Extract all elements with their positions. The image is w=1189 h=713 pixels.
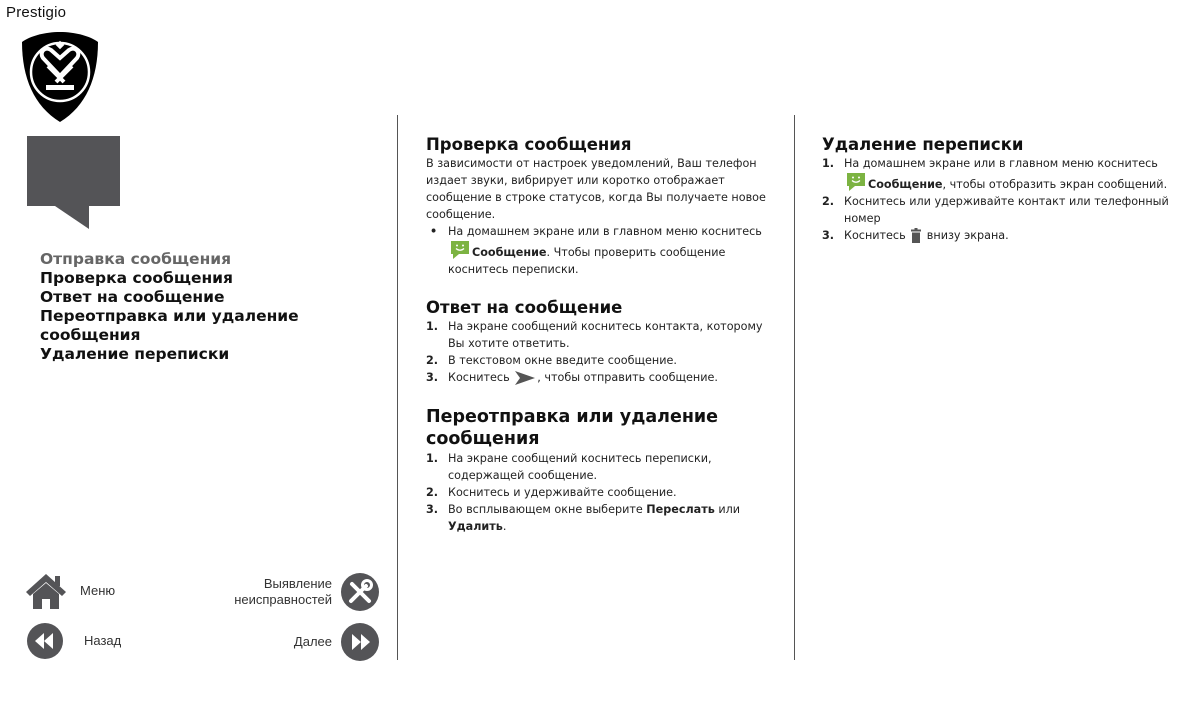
section-resend-delete — [426, 406, 771, 535]
step-text: Коснитесь и удерживайте сообщение. — [448, 486, 677, 499]
menu-button[interactable] — [26, 572, 115, 610]
step-text: В текстовом окне введите сообщение. — [448, 354, 677, 367]
list-item — [426, 352, 771, 369]
step-text: Коснитесь — [448, 371, 510, 384]
section-title: Переотправка или удаление сообщения — [426, 407, 719, 449]
toc-item-check-message[interactable]: Проверка сообщения — [40, 269, 233, 287]
list-item — [426, 318, 771, 352]
step-number: 2. — [426, 354, 439, 367]
section-title: Проверка сообщения — [426, 135, 632, 154]
step-bold-text: Сообщение — [868, 178, 943, 191]
list-item — [426, 501, 771, 535]
step-number: 3. — [426, 503, 439, 516]
message-bubble-icon — [27, 136, 121, 230]
forward-option-text: Переслать — [646, 503, 715, 516]
content-column-1 — [426, 135, 771, 549]
step-number: 1. — [822, 157, 835, 170]
message-app-icon — [450, 240, 470, 260]
step-number: 3. — [426, 371, 439, 384]
step-number: 2. — [822, 195, 835, 208]
step-number: 2. — [426, 486, 439, 499]
list-item — [426, 484, 771, 501]
toc-item-reply-message[interactable]: Ответ на сообщение — [40, 288, 225, 306]
list-item — [822, 155, 1172, 193]
step-number: 1. — [426, 320, 439, 333]
step-text: На домашнем экране или в главном меню коснитесь — [844, 157, 1158, 170]
step-text: На экране сообщений коснитесь переписки, содержащей сообщение. — [448, 452, 712, 482]
message-app-icon — [846, 172, 866, 192]
step-text: Коснитесь — [844, 229, 906, 242]
rewind-icon — [26, 622, 64, 660]
home-icon — [26, 572, 66, 610]
toc-item-resend-delete-cont[interactable]: сообщения — [40, 326, 141, 344]
delete-option-text: Удалить — [448, 520, 503, 533]
toc-item-send-message[interactable]: Отправка сообщения — [40, 250, 232, 268]
bullet: • — [430, 225, 438, 238]
tools-icon — [340, 572, 380, 612]
menu-label: Меню — [80, 583, 116, 598]
brand-name: Prestigio — [6, 4, 67, 21]
step-text: Коснитесь или удерживайте контакт или телефонный номер — [844, 195, 1169, 225]
section-reply-message — [426, 298, 771, 386]
bullet-bold-text: Сообщение — [472, 246, 547, 259]
send-icon — [515, 371, 535, 385]
trash-icon — [911, 228, 921, 243]
troubleshooting-button[interactable] — [234, 572, 380, 612]
table-of-contents — [40, 250, 370, 364]
section-paragraph: В зависимости от настроек уведомлений, Ваш телефон издает звуки, вибрирует или коротко отображает сообщение в строке статусов, когда Вы получаете новое сообщение. — [426, 157, 766, 221]
toc-item-delete-thread[interactable]: Удаление переписки — [40, 345, 230, 363]
section-title: Ответ на сообщение — [426, 298, 623, 317]
step-text-end: . — [502, 520, 507, 533]
step-text-end: внизу экрана. — [923, 229, 1009, 242]
section-title: Удаление переписки — [822, 135, 1024, 154]
section-delete-thread — [822, 135, 1172, 244]
fast-forward-icon — [340, 622, 380, 662]
toc-item-resend-delete[interactable]: Переотправка или удаление — [40, 307, 299, 325]
troubleshooting-label — [234, 576, 332, 608]
back-button[interactable] — [26, 622, 121, 660]
back-label: Назад — [84, 633, 122, 648]
list-item — [822, 227, 1172, 244]
step-text-end: , чтобы отобразить экран сообщений. — [942, 178, 1168, 191]
bullet-text: На домашнем экране или в главном меню коснитесь — [448, 225, 762, 238]
bullet-text-end: . Чтобы проверить сообщение коснитесь переписки. — [448, 246, 726, 276]
troubleshooting-label-line2: неисправностей — [234, 592, 332, 607]
nav-row-bottom — [26, 622, 380, 662]
step-number: 1. — [426, 452, 439, 465]
step-text: Во всплывающем окне выберите — [448, 503, 647, 516]
list-item — [426, 223, 771, 278]
next-button[interactable] — [294, 622, 380, 662]
step-number: 3. — [822, 229, 835, 242]
list-item — [822, 193, 1172, 227]
step-text: На экране сообщений коснитесь контакта, которому Вы хотите ответить. — [448, 320, 763, 350]
next-label: Далее — [293, 634, 332, 649]
troubleshooting-label-line1: Выявление — [263, 576, 332, 591]
step-text-mid: или — [714, 503, 741, 516]
column-divider-1 — [397, 115, 398, 660]
list-item — [426, 450, 771, 484]
content-column-2 — [822, 135, 1172, 258]
prestigio-logo-icon — [20, 28, 100, 124]
list-item — [426, 369, 771, 386]
section-check-message — [426, 135, 771, 278]
step-text-end: , чтобы отправить сообщение. — [537, 371, 718, 384]
column-divider-2 — [794, 115, 795, 660]
nav-row-top — [26, 572, 380, 612]
